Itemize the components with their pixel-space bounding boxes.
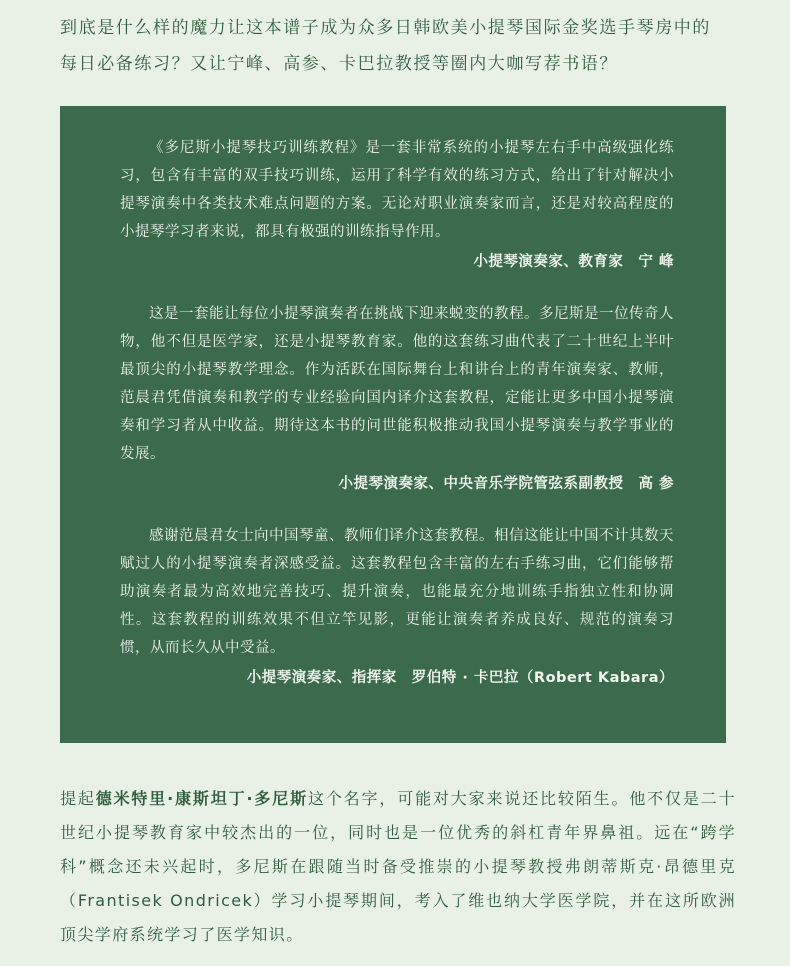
quote-text: 这是一套能让每位小提琴演奏者在挑战下迎来蜕变的教程。多尼斯是一位传奇人物，他不但是医学家，还是小提琴教育家。他的这套练习曲代表了二十世纪上半叶最顶尖的小提琴教学理念。作为活跃在国际舞台上和讲台上的青年演奏家、教师，范晨君凭借演奏和教学的专业经验向国内译介这套教程，定能让更多中国小提琴演奏和学习者从中收益。期待这本书的问世能积极推动我国小提琴演奏与教学事业的发展。: [120, 306, 674, 462]
quote-text: 感谢范晨君女士向中国琴童、教师们译介这套教程。相信这能让中国不计其数天赋过人的小提琴演奏者深感受益。这套教程包含丰富的左右手练习曲，它们能够帮助演奏者最为高效地完善技巧、提升演奏，也能最充分地训练手指独立性和协调性。这套教程的训练效果不但立竿见影，更能让演奏者养成良好、规范的演奏习惯，从而长久从中受益。: [120, 528, 674, 656]
endorsement-quote: [120, 134, 674, 276]
quote-text: 《多尼斯小提琴技巧训练教程》是一套非常系统的小提琴左右手中高级强化练习，包含有丰富的双手技巧训练，运用了科学有效的练习方式，给出了针对解决小提琴演奏中各类技术难点问题的方案。无论对职业演奏家而言，还是对较高程度的小提琴学习者来说，都具有极强的训练指导作用。: [120, 140, 674, 240]
intro-line-1: 到底是什么样的魔力让这本谱子成为众多日韩欧美小提琴国际金奖选手琴房中的: [60, 18, 711, 38]
bio-rest: 这个名字，可能对大家来说还比较陌生。他不仅是二十世纪小提琴教育家中较杰出的一位，同时也是一位优秀的斜杠青年界鼻祖。远在“跨学科”概念还未兴起时，多尼斯在跟随当时备受推崇的小提琴教授弗朗蒂斯克·昂德里克（Frantisek Ondricek）学习小提琴期间，考入了维也纳大学医学院，并在这所欧洲顶尖学府系统学习了医学知识。: [60, 789, 736, 944]
bio-name: 德米特里·康斯坦丁·多尼斯: [95, 789, 308, 808]
endorsement-panel: [60, 106, 726, 743]
quote-signature: 小提琴演奏家、中央音乐学院管弦系副教授 高 参: [338, 476, 674, 492]
endorsement-quote: [120, 522, 674, 692]
quote-signature: 小提琴演奏家、教育家 宁 峰: [473, 254, 674, 270]
bio-prefix: 提起: [60, 789, 96, 808]
quote-signature: 小提琴演奏家、指挥家 罗伯特 · 卡巴拉（Robert Kabara）: [246, 670, 674, 686]
biography-paragraph: [60, 782, 736, 952]
endorsement-quote: [120, 300, 674, 498]
intro-line-2: 每日必备练习？又让宁峰、高参、卡巴拉教授等圈内大咖写荐书语？: [60, 54, 618, 74]
intro-paragraph: [60, 10, 740, 82]
